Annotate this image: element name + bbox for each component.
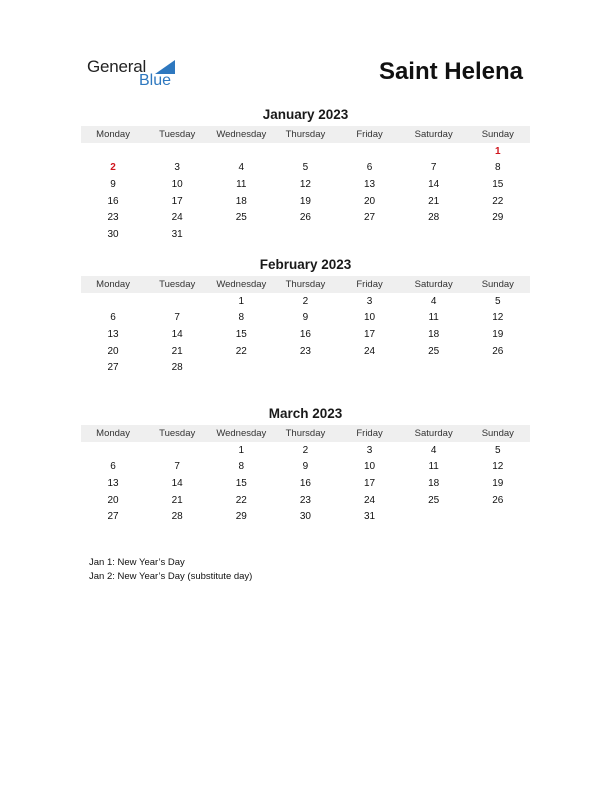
day-cell: 23 — [107, 212, 119, 224]
day-cell: 11 — [428, 461, 439, 473]
day-cell: 27 — [107, 362, 119, 374]
day-cell: 19 — [299, 195, 311, 207]
weekday-label: Saturday — [414, 428, 453, 439]
day-cell: 24 — [364, 494, 376, 506]
month-calendar — [81, 405, 530, 525]
weekday-label: Friday — [356, 428, 383, 439]
day-cell: 29 — [492, 212, 504, 224]
day-cell: 9 — [302, 312, 309, 324]
day-cell: 28 — [171, 511, 183, 523]
day-cell: 14 — [171, 328, 183, 340]
weekday-label: Sunday — [481, 279, 514, 290]
week-row — [81, 143, 530, 160]
month-calendar — [81, 256, 530, 376]
weekday-header-row — [81, 276, 530, 293]
day-cell: 22 — [235, 494, 247, 506]
day-cell: 3 — [366, 444, 373, 456]
day-cell: 11 — [236, 178, 247, 190]
holiday-note: Jan 1: New Year’s Day — [89, 557, 185, 568]
day-cell: 5 — [495, 444, 501, 456]
day-cell: 26 — [492, 494, 504, 506]
day-cell: 4 — [430, 444, 437, 456]
weekday-label: Thursday — [285, 129, 326, 140]
day-cell: 20 — [107, 345, 119, 357]
day-cell: 9 — [110, 178, 116, 190]
day-cell: 17 — [364, 328, 376, 340]
day-cell: 8 — [495, 162, 501, 174]
day-cell: 15 — [235, 477, 247, 489]
day-cell: 22 — [492, 195, 504, 207]
day-cell: 28 — [171, 362, 183, 374]
day-cell: 7 — [430, 162, 437, 174]
month-title: January 2023 — [262, 107, 349, 122]
weekday-label: Tuesday — [159, 428, 196, 439]
day-cell: 10 — [364, 461, 376, 473]
day-cell: 13 — [107, 477, 119, 489]
day-cell: 6 — [110, 312, 116, 324]
country-title: Saint Helena — [378, 58, 523, 85]
week-row — [81, 226, 530, 243]
week-row — [81, 176, 530, 193]
weekday-header-row — [81, 425, 530, 442]
day-cell: 6 — [366, 162, 373, 174]
day-cell: 8 — [238, 461, 245, 473]
day-cell: 31 — [364, 511, 376, 523]
day-cell: 30 — [299, 511, 311, 523]
week-row — [81, 310, 530, 327]
day-cell: 25 — [428, 494, 440, 506]
week-row — [81, 160, 530, 177]
week-row — [81, 209, 530, 226]
day-cell: 22 — [235, 345, 247, 357]
week-row — [81, 359, 530, 376]
day-cell: 27 — [364, 212, 376, 224]
day-cell: 25 — [235, 212, 247, 224]
day-cell: 1 — [238, 444, 245, 456]
day-cell: 26 — [492, 345, 504, 357]
day-cell: 29 — [235, 511, 247, 523]
day-cell: 16 — [299, 328, 311, 340]
weekday-label: Tuesday — [159, 129, 196, 140]
weekday-label: Wednesday — [216, 129, 267, 140]
day-cell: 16 — [107, 195, 119, 207]
day-cell: 5 — [495, 295, 501, 307]
weekday-label: Thursday — [285, 279, 326, 290]
day-cell: 3 — [174, 162, 180, 174]
weekday-label: Tuesday — [159, 279, 196, 290]
day-cell: 17 — [364, 477, 376, 489]
week-row — [81, 293, 530, 310]
day-cell: 1 — [495, 145, 501, 157]
logo-text-general: General — [87, 57, 147, 76]
week-row — [81, 475, 530, 492]
day-cell: 20 — [364, 195, 376, 207]
week-row — [81, 459, 530, 476]
weekday-label: Saturday — [414, 279, 453, 290]
day-cell: 21 — [171, 494, 183, 506]
day-cell: 25 — [428, 345, 440, 357]
week-row — [81, 343, 530, 360]
day-cell: 20 — [107, 494, 119, 506]
day-cell: 26 — [299, 212, 311, 224]
weekday-label: Sunday — [481, 428, 514, 439]
day-cell: 12 — [492, 461, 504, 473]
day-cell: 18 — [235, 195, 247, 207]
day-cell: 5 — [302, 162, 309, 174]
day-cell: 12 — [492, 312, 504, 324]
weekday-label: Saturday — [414, 129, 453, 140]
day-cell: 14 — [428, 178, 440, 190]
week-row — [81, 326, 530, 343]
day-cell: 18 — [428, 477, 440, 489]
holiday-list — [89, 556, 252, 584]
month-title: February 2023 — [259, 257, 352, 272]
day-cell: 2 — [302, 444, 309, 456]
day-cell: 4 — [430, 295, 437, 307]
month-calendar — [81, 106, 530, 243]
day-cell: 16 — [299, 477, 311, 489]
weekday-label: Friday — [356, 279, 383, 290]
day-cell: 21 — [428, 195, 440, 207]
weekday-label: Thursday — [285, 428, 326, 439]
month-title: March 2023 — [268, 406, 343, 421]
day-cell: 18 — [428, 328, 440, 340]
day-cell: 3 — [366, 295, 373, 307]
day-cell: 2 — [302, 295, 309, 307]
weekday-label: Wednesday — [216, 428, 267, 439]
day-cell: 21 — [171, 345, 183, 357]
day-cell: 19 — [492, 477, 504, 489]
logo-text-blue: Blue — [139, 72, 172, 89]
week-row — [81, 508, 530, 525]
day-cell: 6 — [110, 461, 116, 473]
day-cell: 7 — [174, 312, 180, 324]
day-cell: 30 — [107, 228, 119, 240]
day-cell: 10 — [171, 178, 183, 190]
day-cell: 23 — [299, 345, 311, 357]
weekday-label: Friday — [356, 129, 383, 140]
day-cell: 11 — [428, 312, 439, 324]
day-cell: 27 — [107, 511, 119, 523]
day-cell: 4 — [238, 162, 245, 174]
day-cell: 10 — [364, 312, 376, 324]
week-row — [81, 492, 530, 509]
holiday-note: Jan 2: New Year’s Day (substitute day) — [89, 571, 253, 582]
day-cell: 2 — [110, 162, 116, 174]
day-cell: 1 — [238, 295, 245, 307]
day-cell: 7 — [174, 461, 180, 473]
weekday-header-row — [81, 126, 530, 143]
weekday-label: Wednesday — [216, 279, 267, 290]
day-cell: 19 — [492, 328, 504, 340]
day-cell: 8 — [238, 312, 245, 324]
day-cell: 31 — [171, 228, 183, 240]
day-cell: 14 — [171, 477, 183, 489]
day-cell: 17 — [171, 195, 183, 207]
day-cell: 15 — [235, 328, 247, 340]
weekday-label: Monday — [96, 129, 130, 140]
day-cell: 28 — [428, 212, 440, 224]
day-cell: 24 — [364, 345, 376, 357]
day-cell: 23 — [299, 494, 311, 506]
day-cell: 15 — [492, 178, 504, 190]
brand-logo — [87, 57, 187, 91]
day-cell: 24 — [171, 212, 183, 224]
weekday-label: Monday — [96, 428, 130, 439]
day-cell: 12 — [299, 178, 311, 190]
weekday-label: Monday — [96, 279, 130, 290]
day-cell: 13 — [364, 178, 376, 190]
week-row — [81, 442, 530, 459]
day-cell: 9 — [302, 461, 309, 473]
week-row — [81, 193, 530, 210]
day-cell: 13 — [107, 328, 119, 340]
weekday-label: Sunday — [481, 129, 514, 140]
